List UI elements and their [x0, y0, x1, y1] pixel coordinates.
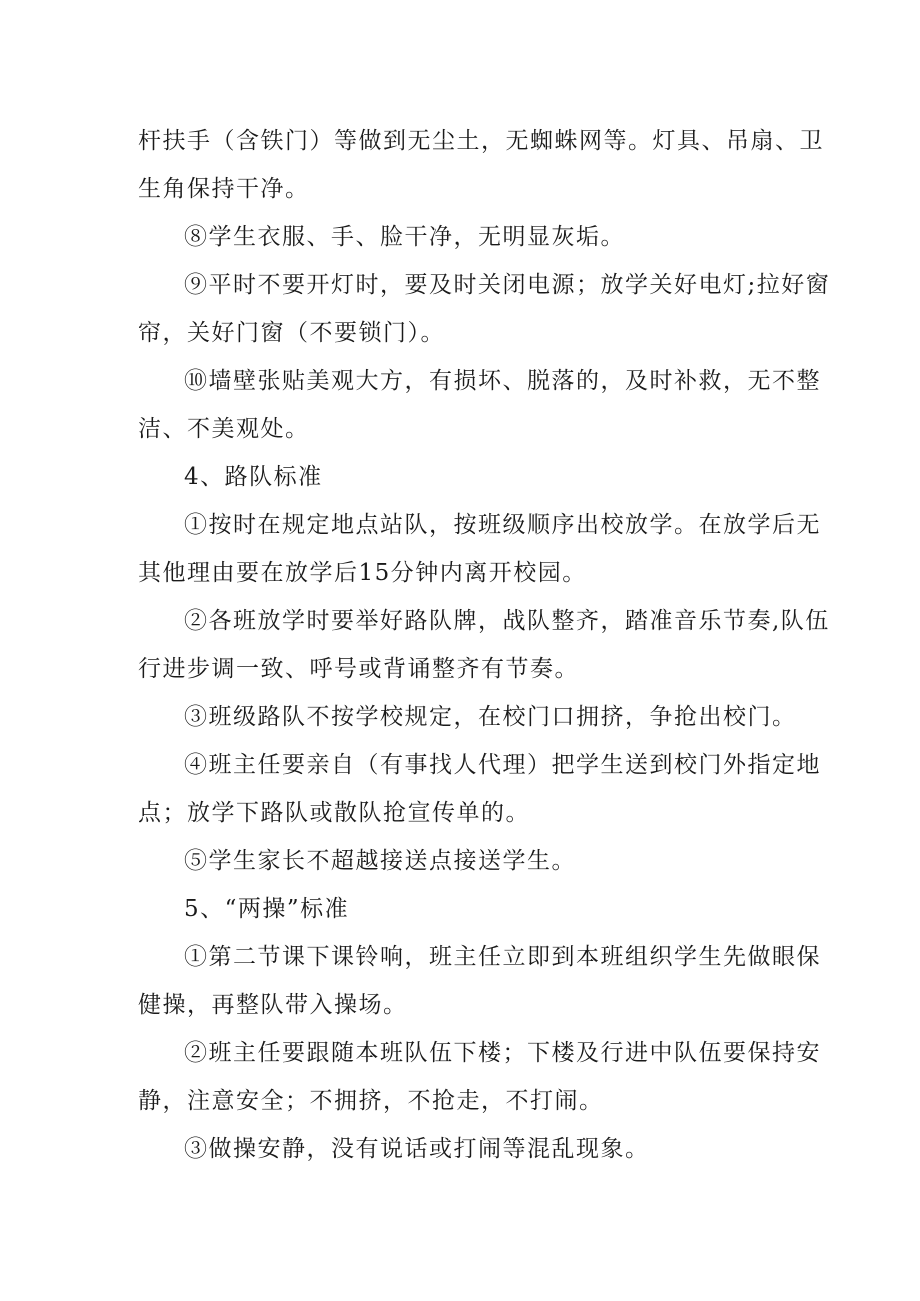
- text-line: ②班主任要跟随本班队伍下楼；下楼及行进中队伍要保持安: [184, 1040, 821, 1066]
- text-line: ④班主任要亲自（有事找人代理）把学生送到校门外指定地: [184, 752, 821, 778]
- text-line: 行进步调一致、呼号或背诵整齐有节奏。: [138, 656, 579, 682]
- text-line: 帘，关好门窗（不要锁门）。: [138, 320, 445, 346]
- text-line: 静，注意安全；不拥挤，不抢走，不打闹。: [138, 1088, 604, 1114]
- text-line: ⑤学生家长不超越接送点接送学生。: [184, 848, 576, 874]
- text-line: 生角保持干净。: [138, 176, 310, 202]
- text-line: 点；放学下路队或散队抢宣传单的。: [138, 800, 530, 826]
- text-line: ⑩墙壁张贴美观大方，有损坏、脱落的，及时补救，无不整: [184, 368, 821, 394]
- text-line: ①按时在规定地点站队，按班级顺序出校放学。在放学后无: [184, 512, 821, 538]
- text-line: 健操，再整队带入操场。: [138, 992, 408, 1018]
- text-line: 洁、不美观处。: [138, 416, 310, 442]
- text-line: ③班级路队不按学校规定，在校门口拥挤，争抢出校门。: [184, 704, 797, 730]
- text-line: ③做操安静，没有说话或打闹等混乱现象。: [184, 1136, 650, 1162]
- text-line: 杆扶手（含铁门）等做到无尘土，无蜘蛛网等。灯具、吊扇、卫: [138, 128, 824, 154]
- text-line: 其他理由要在放学后15分钟内离开校园。: [138, 560, 587, 586]
- text-line: ⑧学生衣服、手、脸干净，无明显灰垢。: [184, 224, 625, 250]
- text-line: ⑨平时不要开灯时，要及时关闭电源；放学关好电灯;拉好窗: [184, 272, 831, 298]
- section-heading: 5、“两操”标准: [184, 896, 350, 922]
- section-heading: 4、路队标准: [184, 464, 323, 490]
- text-line: ②各班放学时要举好路队牌，战队整齐，踏准音乐节奏,队伍: [184, 608, 830, 634]
- text-line: ①第二节课下课铃响，班主任立即到本班组织学生先做眼保: [184, 944, 821, 970]
